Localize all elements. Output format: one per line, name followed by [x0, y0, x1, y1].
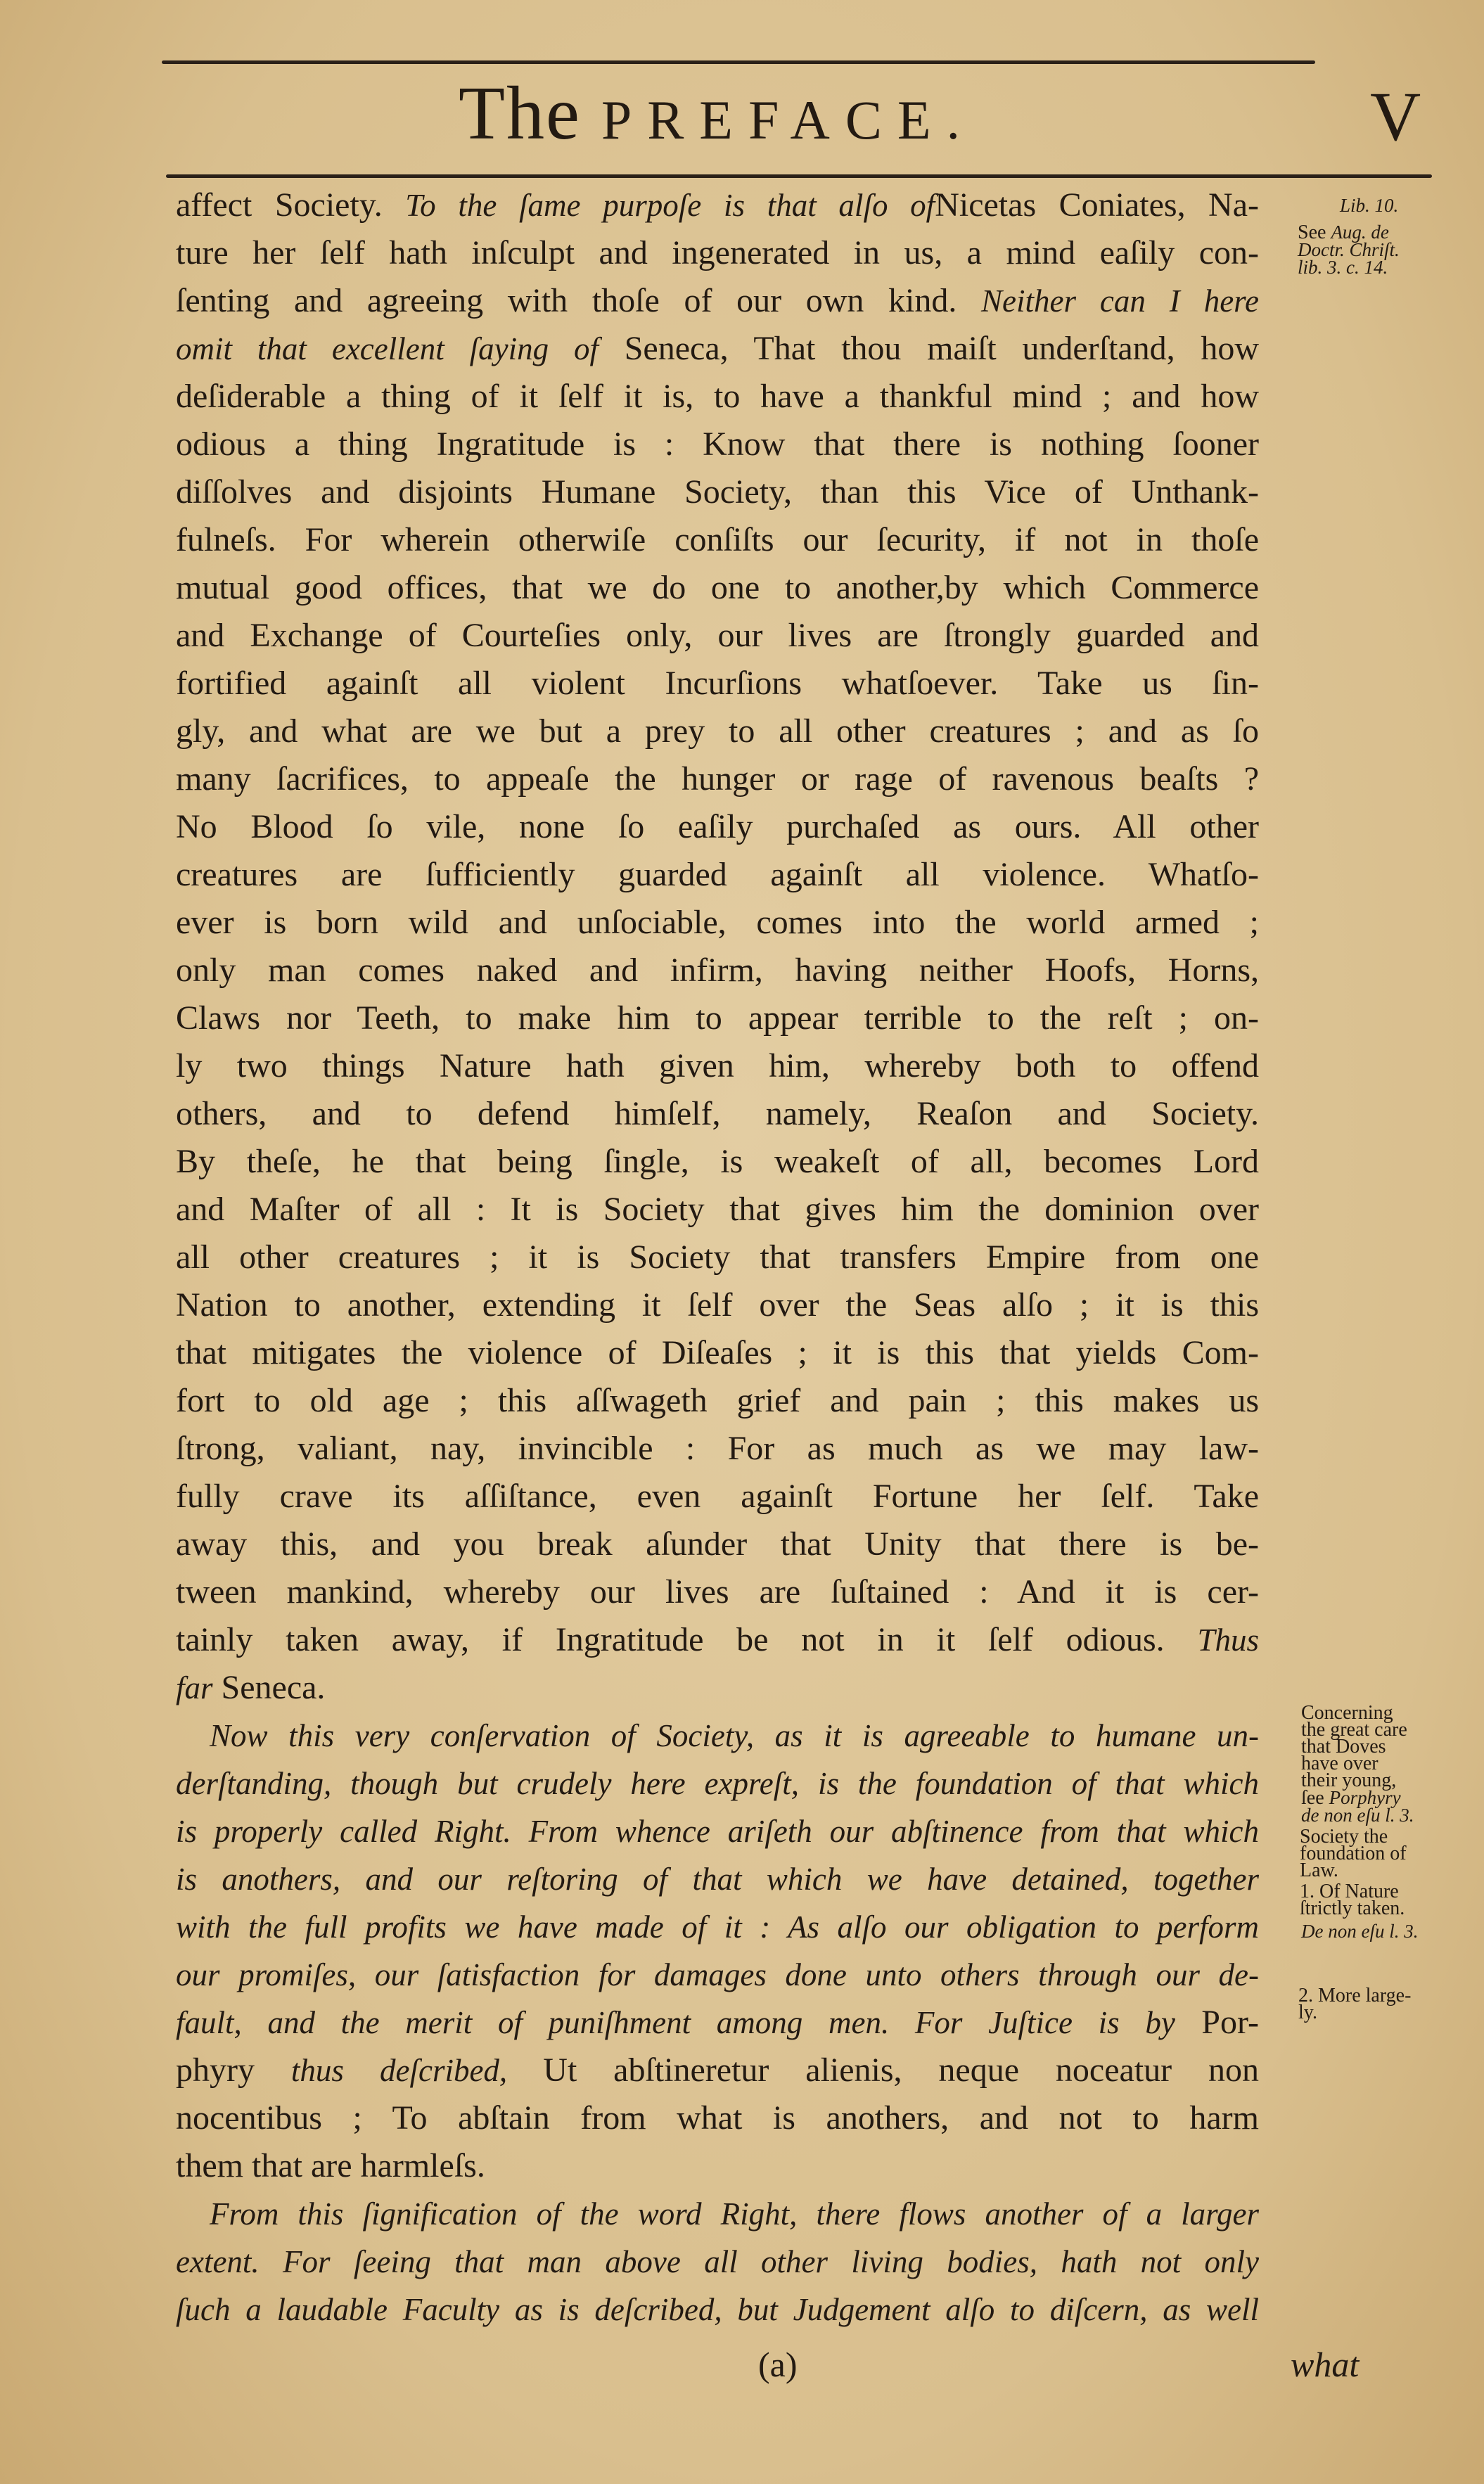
- italic-text: From this ſignification of the word Right, there flows another of a larger: [210, 2196, 1259, 2232]
- roman-text: Law.: [1300, 1859, 1338, 1881]
- roman-text: mutual good offices, that we do one to another,by which Commerce: [176, 569, 1259, 606]
- roman-text: and Maſter of all : It is Society that gives him the dominion over: [176, 1191, 1259, 1228]
- italic-text: lib. 3. c. 14.: [1298, 257, 1388, 278]
- text-line: [176, 1186, 1259, 1234]
- italic-text: with the full profits we have made of it : As alſo our obligation to perform: [176, 1909, 1259, 1945]
- catchword: what: [1291, 2345, 1360, 2384]
- text-line: [176, 2142, 1259, 2190]
- margin-note: [1300, 1883, 1405, 1917]
- text-line: [176, 1712, 1259, 1760]
- roman-text: and Exchange of Courteſies only, our lives are ſtrongly guarded and: [176, 617, 1259, 654]
- text-line: [176, 851, 1259, 899]
- roman-text: diſſolves and disjoints Humane Society, than this Vice of Unthank-: [176, 473, 1259, 511]
- text-line: [176, 1042, 1259, 1090]
- text-line: [176, 755, 1259, 803]
- roman-text: away this, and you break aſunder that Unity that there is be-: [176, 1525, 1259, 1563]
- margin-note: [1298, 224, 1400, 276]
- text-line: [176, 1377, 1259, 1425]
- roman-text: ſenting and agreeing with thoſe of our own kind.: [176, 282, 982, 319]
- italic-text: thus deſcribed,: [290, 2053, 544, 2088]
- roman-text: 2. More large-: [1298, 1985, 1412, 2006]
- italic-text: is anothers, and our reſtoring of that which we have detained, together: [176, 1862, 1259, 1897]
- text-line: [176, 1903, 1259, 1951]
- roman-text: Society the: [1300, 1826, 1388, 1848]
- margin-note-line: [1301, 1923, 1418, 1940]
- text-line: [176, 325, 1259, 373]
- text-line: [176, 564, 1259, 612]
- text-line: [176, 516, 1259, 564]
- margin-note-line: [1301, 1807, 1414, 1824]
- margin-note: [1301, 1923, 1418, 1940]
- text-line: [176, 899, 1259, 947]
- body-text: [176, 181, 1259, 2333]
- text-line: [176, 1473, 1259, 1521]
- roman-text: Por-: [1175, 2004, 1259, 2041]
- text-line: [176, 1425, 1259, 1473]
- margin-note: [1300, 1826, 1407, 1881]
- roman-text: Concerning: [1301, 1702, 1393, 1724]
- roman-text: ſtrong, valiant, nay, invincible : For as much as we may law-: [176, 1430, 1259, 1467]
- running-head: [459, 70, 976, 158]
- italic-text: De non eſu l. 3.: [1301, 1921, 1419, 1942]
- roman-text: many ſacrifices, to appeaſe the hunger or rage of ravenous beaſts ?: [176, 760, 1259, 798]
- text-line: [176, 2286, 1259, 2333]
- margin-note-line: [1298, 2004, 1411, 2021]
- roman-text: tween mankind, whereby our lives are ſuſtained : And it is cer-: [176, 1573, 1259, 1611]
- roman-text: them that are harmleſs.: [176, 2147, 485, 2184]
- roman-text: ly.: [1298, 2002, 1317, 2023]
- text-line: [176, 660, 1259, 708]
- roman-text: gly, and what are we but a prey to all other creatures ; and as ſo: [176, 712, 1259, 750]
- text-line: [176, 421, 1259, 468]
- text-line: [176, 2094, 1259, 2142]
- roman-text: Seneca, That thou maiſt underſtand, how: [599, 330, 1259, 367]
- top-rule: [162, 60, 1315, 64]
- text-line: [176, 803, 1259, 851]
- roman-text: Ut abſtineretur alienis, neque noceatur non: [543, 2051, 1259, 2089]
- text-line: [176, 1760, 1259, 1807]
- roman-text: Nicetas Coniates, Na-: [935, 186, 1260, 224]
- roman-text: Seneca.: [212, 1669, 326, 1706]
- roman-text: have over: [1301, 1753, 1379, 1774]
- roman-text: all other creatures ; it is Society that transfers Empire from one: [176, 1238, 1259, 1276]
- roman-text: affect Society.: [176, 186, 406, 224]
- roman-text: fortified againſt all violent Incurſions whatſoever. Take us ſin-: [176, 665, 1259, 702]
- text-line: [176, 2238, 1259, 2286]
- margin-note-line: [1300, 1897, 1405, 1919]
- text-line: [176, 612, 1259, 660]
- italic-text: our promiſes, our ſatisfaction for damages done unto others through our de-: [176, 1957, 1259, 1992]
- text-line: [176, 1090, 1259, 1138]
- roman-text: deſiderable a thing of it ſelf it is, to have a thankful mind ; and how: [176, 378, 1259, 415]
- text-line: [176, 277, 1259, 325]
- text-line: [176, 1234, 1259, 1281]
- roman-text: nocentibus ; To abſtain from what is anothers, and not to harm: [176, 2099, 1259, 2137]
- italic-text: far: [176, 1670, 213, 1705]
- text-line: [176, 947, 1259, 994]
- italic-text: Aug. de: [1331, 222, 1389, 243]
- running-head-preface: PREFACE.: [601, 89, 976, 151]
- italic-text: Thus: [1197, 1622, 1259, 1658]
- roman-text: 1. Of Nature: [1300, 1881, 1399, 1902]
- roman-text: foundation of: [1300, 1843, 1407, 1864]
- text-line: [176, 1281, 1259, 1329]
- roman-text: fulneſs. For wherein otherwiſe conſiſts our ſecurity, if not in thoſe: [176, 521, 1259, 558]
- italic-text: Lib. 10.: [1340, 195, 1399, 216]
- roman-text: phyry: [176, 2051, 291, 2089]
- margin-note-line: [1340, 197, 1398, 215]
- text-line: [176, 2190, 1259, 2238]
- roman-text: their young,: [1301, 1769, 1397, 1791]
- header-rule: [166, 174, 1432, 178]
- margin-note: [1298, 1987, 1411, 2021]
- italic-text: omit that excellent ſaying of: [176, 331, 599, 366]
- roman-text: the great care: [1301, 1719, 1407, 1741]
- text-line: [176, 1807, 1259, 1855]
- roman-text: ſee: [1301, 1787, 1329, 1809]
- italic-text: To the ſame purpoſe is that alſo of: [405, 188, 935, 223]
- roman-text: only man comes naked and infirm, having neither Hoofs, Horns,: [176, 952, 1259, 989]
- text-line: [176, 1138, 1259, 1186]
- text-line: [176, 1521, 1259, 1568]
- text-line: [176, 1855, 1259, 1903]
- italic-text: Neither can I here: [981, 283, 1259, 319]
- italic-text: ſuch a laudable Faculty as is deſcribed, but Judgement alſo to diſcern, as well: [176, 2292, 1259, 2327]
- page-number: V: [1370, 77, 1421, 155]
- roman-text: No Blood ſo vile, none ſo eaſily purchaſed as ours. All other: [176, 808, 1259, 845]
- roman-text: Nation to another, extending it ſelf over the Seas alſo ; it is this: [176, 1286, 1259, 1324]
- italic-text: extent. For ſeeing that man above all other living bodies, hath not only: [176, 2244, 1259, 2279]
- roman-text: See: [1298, 222, 1331, 243]
- roman-text: fort to old age ; this aſſwageth grief and pain ; this makes us: [176, 1382, 1259, 1419]
- italic-text: derſtanding, though but crudely here expreſt, is the foundation of that which: [176, 1766, 1259, 1801]
- text-line: [176, 181, 1259, 229]
- roman-text: that mitigates the violence of Diſeaſes ; it is this that yields Com-: [176, 1334, 1259, 1371]
- roman-text: ture her ſelf hath inſculpt and ingenerated in us, a mind eaſily con-: [176, 234, 1259, 271]
- roman-text: ever is born wild and unſociable, comes into the world armed ;: [176, 904, 1259, 941]
- italic-text: Porphyry: [1329, 1787, 1401, 1808]
- margin-note: [1301, 1702, 1414, 1826]
- signature-mark: (a): [758, 2345, 798, 2384]
- margin-note-line: [1300, 1859, 1407, 1881]
- text-line: [176, 1951, 1259, 1999]
- text-line: [176, 468, 1259, 516]
- roman-text: ly two things Nature hath given him, whereby both to offend: [176, 1047, 1259, 1084]
- roman-text: ſtrictly taken.: [1300, 1897, 1405, 1919]
- roman-text: creatures are ſufficiently guarded againſt all violence. Whatſo-: [176, 856, 1259, 893]
- text-line: [176, 1329, 1259, 1377]
- italic-text: fault, and the merit of puniſhment among men. For Juſtice is by: [176, 2005, 1175, 2040]
- roman-text: By theſe, he that being ſingle, is weakeſt of all, becomes Lord: [176, 1143, 1259, 1180]
- margin-note-line: [1298, 259, 1400, 276]
- margin-note: [1340, 197, 1398, 215]
- roman-text: odious a thing Ingratitude is : Know that there is nothing ſooner: [176, 425, 1259, 463]
- italic-text: Doctr. Chriſt.: [1298, 239, 1400, 260]
- text-line: [176, 1999, 1259, 2047]
- roman-text: tainly taken away, if Ingratitude be not in it ſelf odious.: [176, 1621, 1198, 1658]
- text-line: [176, 373, 1259, 421]
- italic-text: Now this very conſervation of Society, as it is agreeable to humane un-: [210, 1718, 1259, 1753]
- text-line: [176, 229, 1259, 277]
- text-line: [176, 994, 1259, 1042]
- text-line: [176, 1664, 1259, 1712]
- text-line: [176, 1568, 1259, 1616]
- roman-text: that Doves: [1301, 1736, 1386, 1758]
- text-line: [176, 1616, 1259, 1664]
- text-line: [176, 708, 1259, 755]
- roman-text: Claws nor Teeth, to make him to appear terrible to the reſt ; on-: [176, 999, 1259, 1037]
- text-line: [176, 2047, 1259, 2094]
- italic-text: de non eſu l. 3.: [1301, 1805, 1414, 1826]
- roman-text: others, and to defend himſelf, namely, Reaſon and Society.: [176, 1095, 1259, 1132]
- running-head-the: The: [459, 72, 581, 155]
- roman-text: fully crave its aſſiſtance, even againſt Fortune her ſelf. Take: [176, 1478, 1259, 1515]
- italic-text: is properly called Right. From whence ariſeth our abſtinence from that which: [176, 1814, 1259, 1849]
